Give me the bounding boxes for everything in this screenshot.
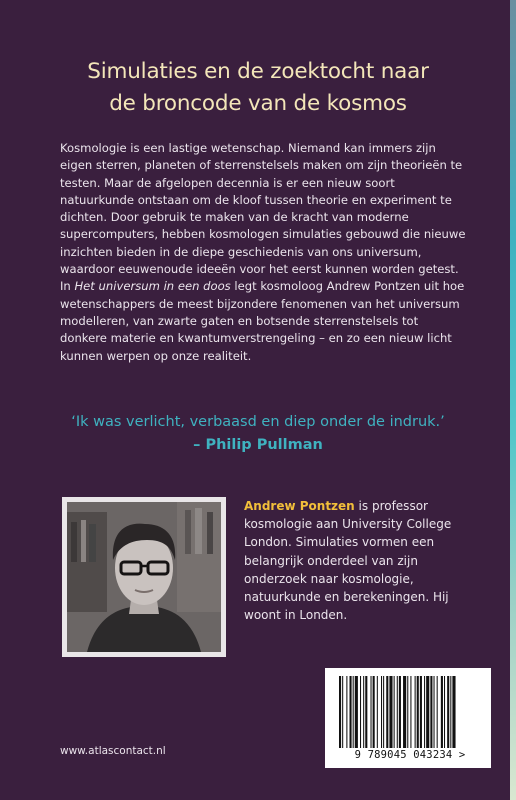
barcode-bar — [434, 676, 435, 748]
quote-attribution: – Philip Pullman — [193, 437, 323, 453]
barcode-bar — [426, 676, 429, 748]
author-bio-text: is professor kosmologie aan University College London. Simulaties vormen een belangrijk onderdeel van zijn onderzoek naar kosmologie, natuurkunde en berekeningen. Hij woont in Londen. — [244, 499, 452, 623]
author-name: Andrew Pontzen — [244, 499, 355, 513]
barcode-bar — [437, 676, 438, 748]
barcode-bar — [430, 676, 432, 748]
barcode-bar — [450, 676, 451, 748]
barcode-bar — [360, 676, 361, 748]
book-title-italic: Het universum in een doos — [74, 279, 231, 294]
barcode-bar — [386, 676, 388, 748]
title-line-2: de broncode van de kosmos — [109, 91, 407, 117]
barcode-bar — [452, 676, 455, 748]
barcode-bars — [339, 676, 481, 748]
blurb-paragraph-2 — [60, 278, 466, 364]
barcode-bar — [350, 676, 352, 748]
book-subtitle — [30, 56, 486, 120]
spine-color-strip — [510, 0, 516, 800]
author-bio — [244, 497, 464, 624]
barcode-bar — [420, 676, 422, 748]
barcode-bar — [447, 676, 449, 748]
barcode-bar — [441, 676, 443, 748]
author-portrait-icon — [67, 502, 221, 652]
blurb — [60, 140, 466, 365]
barcode-bar — [342, 676, 343, 748]
blurb-p2-prefix: In — [60, 279, 75, 294]
barcode-bar — [403, 676, 406, 748]
blurb-p2-rest: legt kosmoloog Andrew Pontzen uit hoe wetenschappers de meest bijzondere fenomenen van het universum modelleren, van zwarte gaten en botsende sterrenstelsels tot donkere materie en kwantumverstrengeling – en zo een nieuw licht kunnen werpen op onze realiteit. — [60, 279, 465, 363]
barcode-bar — [365, 676, 367, 748]
barcode-bar — [417, 676, 419, 748]
barcode-bar — [381, 676, 382, 748]
isbn-number: 9 789045 043234 > — [354, 749, 466, 761]
barcode-bar — [424, 676, 425, 748]
barcode-bar — [355, 676, 358, 748]
barcode-bar — [371, 676, 372, 748]
barcode-bar — [373, 676, 375, 748]
title-line-1: Simulaties en de zoektocht naar — [87, 59, 429, 85]
blurb-paragraph-1: Kosmologie is een lastige wetenschap. Niemand kan immers zijn eigen sterren, planeten of sterrenstelsels maken om zijn theorieën te testen. Maar de afgelopen decennia is er een nieuw soort natuurkunde ontstaan om de kloof tussen theorie en experiment te dichten. Door gebruik te maken van de kracht van moderne supercomputers, hebben kosmologen simulaties gebouwd die nieuwe inzichten bieden in de diepe geschiedenis van ons universum, waardoor eeuwenoude ideeën voor het eerst kunnen worden getest. — [60, 141, 466, 277]
publisher-website[interactable]: www.atlascontact.nl — [60, 745, 166, 757]
barcode-bar — [410, 676, 411, 748]
barcode-bar — [397, 676, 398, 748]
barcode — [325, 668, 491, 768]
barcode-bar — [339, 676, 341, 748]
review-quote — [30, 411, 486, 457]
barcode-bar — [444, 676, 445, 748]
barcode-bar — [353, 676, 354, 748]
author-photo — [67, 502, 221, 652]
author-photo-frame — [62, 497, 226, 657]
barcode-bar — [346, 676, 347, 748]
barcode-bar — [415, 676, 416, 748]
barcode-bar — [407, 676, 408, 748]
barcode-bar — [389, 676, 392, 748]
barcode-bar — [399, 676, 401, 748]
quote-text: ‘Ik was verlicht, verbaasd en diep onder de indruk.’ — [71, 414, 445, 430]
barcode-bar — [363, 676, 364, 748]
barcode-bar — [394, 676, 395, 748]
barcode-bar — [377, 676, 378, 748]
barcode-bar — [383, 676, 384, 748]
